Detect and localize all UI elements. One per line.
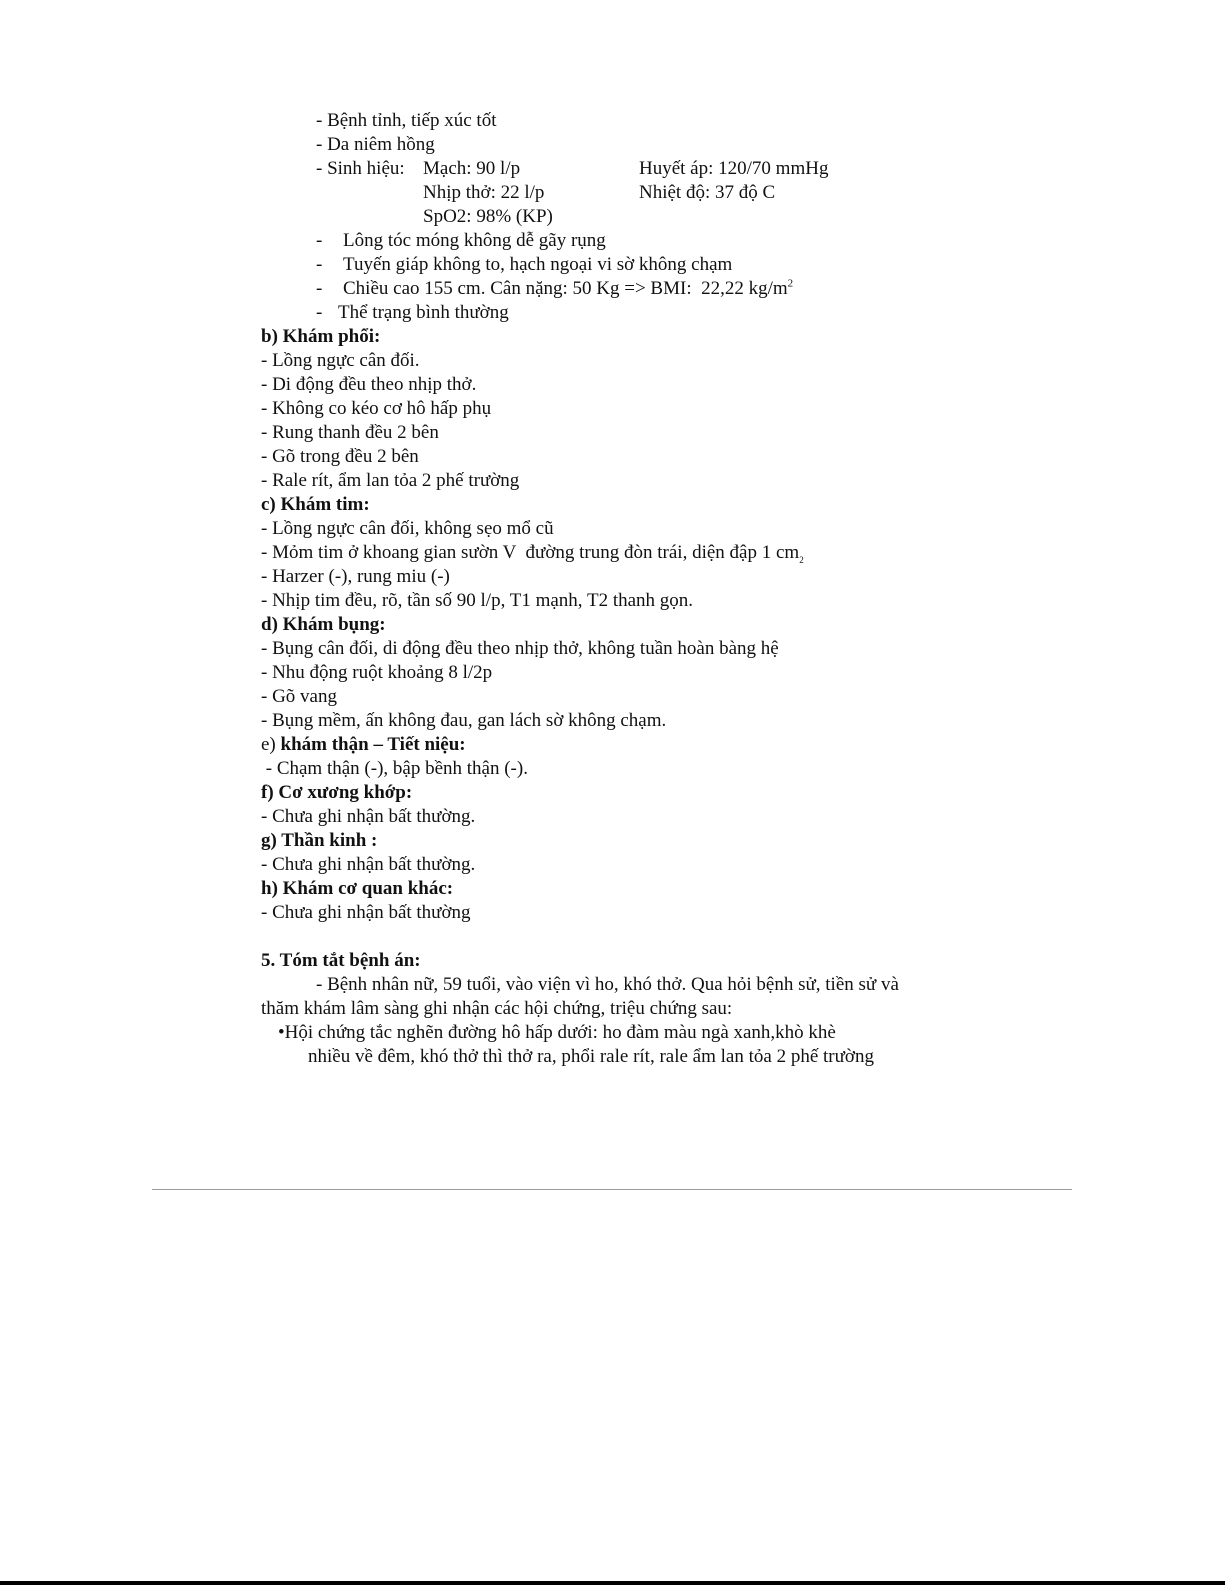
- kidney-heading: khám thận – Tiết niệu:: [280, 734, 466, 755]
- summary-bullet-continuation: nhiều về đêm, khó thở thì thở ra, phổi rale rít, rale ẩm lan tỏa 2 phế trường: [308, 1046, 874, 1067]
- other-heading: h) Khám cơ quan khác:: [261, 878, 454, 899]
- vital-bp: Huyết áp: 120/70 mmHg: [639, 158, 829, 179]
- heart-apex-subscript: 2: [799, 554, 804, 565]
- thyroid-line: Tuyến giáp không to, hạch ngoại vi sờ không chạm: [343, 254, 733, 275]
- abdomen-heading: d) Khám bụng:: [261, 614, 386, 635]
- bmi-text: Chiều cao 155 cm. Cân nặng: 50 Kg => BMI: 22,22 kg/m: [343, 278, 788, 299]
- bmi-superscript: 2: [787, 277, 794, 290]
- lung-item: - Rung thanh đều 2 bên: [261, 422, 439, 443]
- abdomen-item: - Nhu động ruột khoảng 8 l/2p: [261, 662, 493, 683]
- abdomen-item: - Bụng mềm, ấn không đau, gan lách sờ không chạm.: [261, 710, 667, 731]
- kidney-prefix: e): [261, 734, 281, 755]
- lung-item: - Không co kéo cơ hô hấp phụ: [261, 398, 492, 419]
- heart-apex-text: - Mỏm tim ở khoang gian sườn V đường trung đòn trái, diện đập 1 cm: [261, 542, 800, 563]
- other-item: - Chưa ghi nhận bất thường: [261, 902, 471, 923]
- heart-item: [261, 542, 804, 564]
- body-status-line: Thể trạng bình thường: [338, 302, 509, 323]
- summary-paragraph: thăm khám lâm sàng ghi nhận các hội chứng, triệu chứng sau:: [261, 998, 733, 1019]
- vital-resp: Nhịp thở: 22 l/p: [423, 182, 545, 203]
- summary-heading: 5. Tóm tắt bệnh án:: [261, 950, 421, 971]
- dash: -: [316, 302, 323, 323]
- abdomen-item: - Bụng cân đối, di động đều theo nhịp thở, không tuần hoàn bàng hệ: [261, 638, 779, 659]
- vital-pulse: Mạch: 90 l/p: [423, 158, 521, 179]
- dash: -: [316, 254, 323, 275]
- msk-heading: f) Cơ xương khớp:: [261, 782, 413, 803]
- neuro-item: - Chưa ghi nhận bất thường.: [261, 854, 476, 875]
- page-divider: [152, 1189, 1072, 1190]
- bottom-edge-bar: [0, 1581, 1225, 1585]
- heart-item: - Nhịp tim đều, rõ, tần số 90 l/p, T1 mạnh, T2 thanh gọn.: [261, 590, 694, 611]
- lung-heading: b) Khám phổi:: [261, 326, 381, 347]
- dash: -: [316, 230, 323, 251]
- kidney-heading-line: [261, 734, 466, 756]
- heart-item: - Harzer (-), rung miu (-): [261, 566, 450, 587]
- general-line-2: - Da niêm hồng: [316, 134, 435, 155]
- heart-item: - Lồng ngực cân đối, không sẹo mổ cũ: [261, 518, 554, 539]
- summary-paragraph: - Bệnh nhân nữ, 59 tuổi, vào viện vì ho, khó thở. Qua hỏi bệnh sử, tiền sử và: [316, 974, 899, 995]
- lung-item: - Gõ trong đều 2 bên: [261, 446, 419, 467]
- hair-line: Lông tóc móng không dễ gãy rụng: [343, 230, 606, 251]
- lung-item: - Di động đều theo nhịp thở.: [261, 374, 477, 395]
- vital-temp: Nhiệt độ: 37 độ C: [639, 182, 776, 203]
- kidney-item: - Chạm thận (-), bập bềnh thận (-).: [261, 758, 528, 779]
- msk-item: - Chưa ghi nhận bất thường.: [261, 806, 476, 827]
- lung-item: - Rale rít, ẩm lan tỏa 2 phế trường: [261, 470, 520, 491]
- summary-bullet: •Hội chứng tắc nghẽn đường hô hấp dưới: ho đàm màu ngà xanh,khò khè: [278, 1022, 836, 1043]
- lung-item: - Lồng ngực cân đối.: [261, 350, 420, 371]
- bmi-line: [343, 278, 793, 300]
- neuro-heading: g) Thần kinh :: [261, 830, 378, 851]
- general-line-1: - Bệnh tỉnh, tiếp xúc tốt: [316, 110, 497, 131]
- vital-spo2: SpO2: 98% (KP): [423, 206, 553, 227]
- abdomen-item: - Gõ vang: [261, 686, 337, 707]
- dash: -: [316, 278, 323, 299]
- heart-heading: c) Khám tim:: [261, 494, 370, 515]
- vitals-label: - Sinh hiệu:: [316, 158, 405, 179]
